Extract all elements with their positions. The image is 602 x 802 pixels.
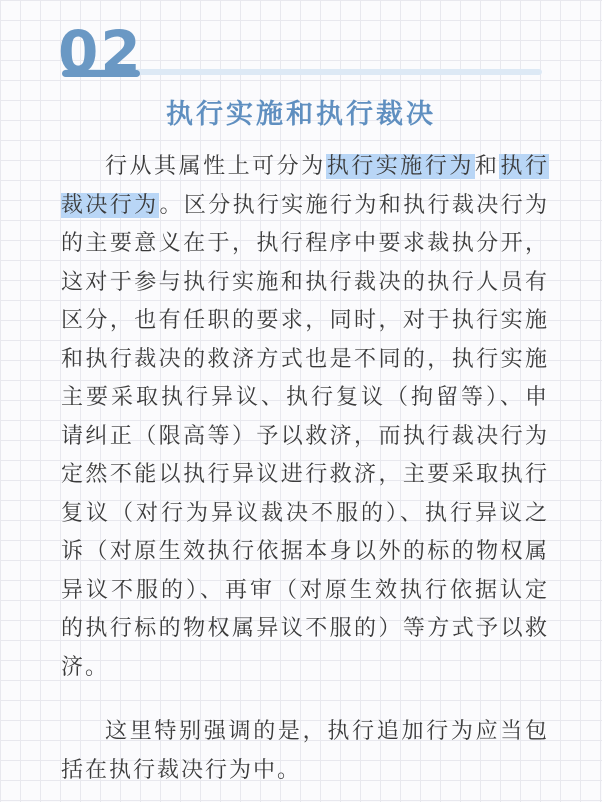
- section-number: 02: [58, 18, 143, 86]
- paragraph-1: [61, 148, 549, 687]
- paragraph-2: 这里特别强调的是，执行追加行为应当包括在执行裁决行为中。: [61, 719, 549, 783]
- paragraph-1-and: 和: [474, 154, 500, 179]
- highlight-execution-ruling: 执行裁决行为: [61, 154, 549, 218]
- section-title: 执行实施和执行裁决: [166, 99, 436, 130]
- body-text: [61, 148, 549, 790]
- section-header: [0, 0, 602, 140]
- highlight-execution-implementation: 执行实施行为: [326, 154, 474, 179]
- paragraph-1-body: 。区分执行实施行为和执行裁决行为的主要意义在于，执行程序中要求裁执分开，这对于参与执行实施和执行裁决的执行人员有区分，也有任职的要求，同时，对于执行实施和执行裁决的救济方式也是不同的，执行实施主要采取执行异议、执行复议（拘留等）、申请纠正（限高等）予以救济，而执行裁决行为定然不能以执行异议进行救济，主要采取执行复议（对行为异议裁决不服的）、执行异议之诉（对原生效执行依据本身以外的标的物权属异议不服的）、再审（对原生效执行依据认定的执行标的物权属异议不服的）等方式予以救济。: [61, 192, 549, 680]
- paragraph-1-intro: 行从其属性上可分为: [105, 154, 326, 179]
